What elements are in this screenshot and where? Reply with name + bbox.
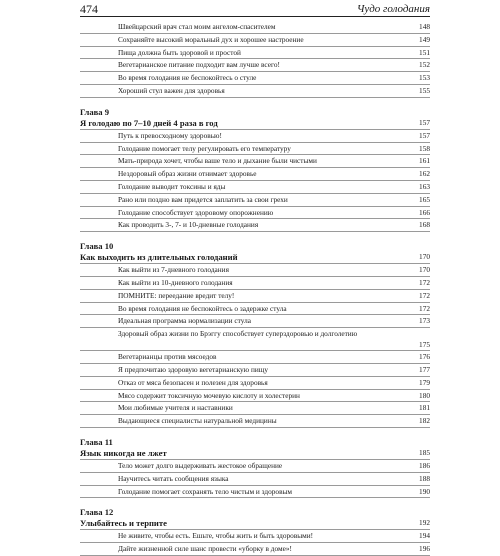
chapter-label: Глава 12 [80, 507, 114, 518]
toc-entry-title: Рано или поздно вам придется заплатить за свои грехи [118, 194, 288, 204]
chapter-title-row [80, 447, 430, 460]
chapter-page: 170 [419, 252, 430, 262]
toc-entry-title: Сохраняйте высокий моральный дух и хорошее настроение [118, 34, 304, 44]
toc-entry-page: 196 [419, 544, 430, 554]
chapter-section [80, 507, 430, 556]
chapter-title: Как выходить из длительных голоданий [80, 252, 238, 263]
toc-entry [80, 290, 430, 303]
chapter-section [80, 241, 430, 428]
toc-entry-page: 166 [419, 207, 430, 217]
toc-entry-title: Нездоровый образ жизни отнимает здоровье [118, 169, 257, 179]
toc-entry-page: 149 [419, 34, 430, 44]
intro-entries [80, 21, 430, 98]
toc-entry-title: Голодание способствует здоровому опорожнению [118, 207, 274, 217]
toc-entry-page: 194 [419, 531, 430, 541]
toc-entry-page: 176 [419, 352, 430, 362]
toc-entry-title: Вегетарианцы против мясоедов [118, 352, 217, 362]
toc-entry [80, 130, 430, 143]
toc-entry [80, 415, 430, 428]
chapter-page: 185 [419, 447, 430, 457]
toc-entry-page: 179 [419, 377, 430, 387]
toc-entry-page: 175 [419, 340, 430, 350]
toc-entry-page: 165 [419, 194, 430, 204]
chapter-label: Глава 9 [80, 106, 109, 117]
toc-entry [80, 168, 430, 181]
chapter-section [80, 107, 430, 232]
toc-entry-page: 172 [419, 290, 430, 300]
chapter-title-row [80, 251, 430, 264]
chapter-page: 192 [419, 518, 430, 528]
toc-entry [80, 207, 430, 220]
toc-entry [80, 277, 430, 290]
toc-entry-page: 153 [419, 73, 430, 83]
toc-entry-title: Во время голодания не беспокойтесь о стуле [118, 73, 257, 83]
toc-entry [80, 328, 430, 351]
toc-entry [80, 364, 430, 377]
chapter-title-row [80, 517, 430, 530]
toc-entry-page: 152 [419, 60, 430, 70]
toc-entry-title: Мать-природа хочет, чтобы ваше тело и дыхание были чистыми [118, 156, 317, 166]
chapter-label: Глава 11 [80, 436, 113, 447]
chapter-list [80, 107, 430, 556]
chapter-page: 157 [419, 117, 430, 127]
toc-entry-title: Дайте жизненной силе шанс провести «уборку в доме»! [118, 544, 292, 554]
toc-entry [80, 181, 430, 194]
toc-entry-title: Голодание помогает телу регулировать его температуру [118, 143, 291, 153]
toc-entry-page: 155 [419, 85, 430, 95]
running-title: Чудо голодания [356, 3, 430, 15]
toc-entry-page: 186 [419, 460, 430, 470]
toc-entry [80, 59, 430, 72]
toc-entry [80, 315, 430, 328]
toc-entry-title: Я предпочитаю здоровую вегетарианскую пищу [118, 364, 269, 374]
table-of-contents [80, 21, 430, 556]
toc-entry [80, 219, 430, 232]
toc-entry-page: 188 [419, 473, 430, 483]
toc-entry-title: Мои любимые учителя и наставники [118, 403, 233, 413]
toc-entry-page: 172 [419, 303, 430, 313]
toc-entry [80, 377, 430, 390]
toc-entry-page: 172 [419, 277, 430, 287]
toc-entry [80, 351, 430, 364]
toc-entry-page: 190 [419, 486, 430, 496]
toc-entry [80, 34, 430, 47]
toc-entry-title: Хороший стул важен для здоровья [118, 85, 225, 95]
toc-entry [80, 303, 430, 316]
page-number: 474 [80, 2, 98, 16]
chapter-title: Улыбайтесь и терпите [80, 518, 167, 529]
toc-entry-title: Выдающиеся специалисты натуральной медицины [118, 416, 277, 426]
toc-entry-title: Научитесь читать сообщения языка [118, 473, 229, 483]
toc-entry [80, 85, 430, 98]
toc-entry-title: Тело может долго выдерживать жестокое обращение [118, 460, 283, 470]
toc-entry-page: 173 [419, 316, 430, 326]
toc-entry [80, 72, 430, 85]
toc-entry [80, 543, 430, 556]
toc-entry-title: Не живите, чтобы есть. Ешьте, чтобы жить и быть здоровыми! [118, 531, 314, 541]
toc-entry-page: 151 [419, 47, 430, 57]
toc-entry [80, 47, 430, 60]
toc-entry [80, 530, 430, 543]
toc-entry-title: Швейцарский врач стал моим ангелом-спасителем [118, 22, 276, 31]
toc-entry [80, 390, 430, 403]
header-rule [80, 16, 430, 17]
toc-entry-page: 177 [419, 364, 430, 374]
toc-entry-title: Вегетарианское питание подходит вам лучше всего! [118, 60, 280, 70]
toc-entry-page: 161 [419, 156, 430, 166]
toc-entry-title: Как выйти из 7-дневного голодания [118, 265, 229, 275]
chapter-section [80, 437, 430, 498]
chapter-title-row [80, 117, 430, 130]
toc-entry-page: 148 [419, 22, 430, 31]
toc-entry-title: Во время голодания не беспокойтесь о задержке стула [118, 303, 287, 313]
toc-entry [80, 473, 430, 486]
toc-entry-title: Идеальная программа нормализации стула [118, 316, 251, 326]
toc-entry-page: 162 [419, 169, 430, 179]
toc-entry-title: Голодание выводит токсины и яды [118, 181, 226, 191]
chapter-label: Глава 10 [80, 241, 114, 252]
toc-entry-page: 170 [419, 265, 430, 275]
toc-entry-page: 158 [419, 143, 430, 153]
chapter-title: Язык никогда не лжет [80, 447, 167, 458]
toc-entry [80, 402, 430, 415]
toc-entry-page: 163 [419, 181, 430, 191]
toc-entry [80, 194, 430, 207]
toc-entry-title: Пища должна быть здоровой и простой [118, 47, 241, 57]
toc-entry-title: ПОМНИТЕ: переедание вредит телу! [118, 290, 235, 300]
toc-entry-title: Голодание помогает сохранять тело чистым и здоровым [118, 486, 293, 496]
toc-entry [80, 143, 430, 156]
toc-entry [80, 21, 430, 34]
toc-entry [80, 155, 430, 168]
toc-entry [80, 486, 430, 499]
toc-entry-title: Мясо содержит токсичную мочевую кислоту и холестерин [118, 390, 300, 400]
toc-entry-title: Как выйти из 10-дневного голодания [118, 277, 233, 287]
toc-entry-title: Как проводить 3-, 7- и 10-дневные голодания [118, 220, 259, 230]
toc-entry-title: Здоровый образ жизни по Брэггу способствует суперздоровью и долголетию [118, 329, 358, 339]
toc-entry-title: Отказ от мяса безопасен и полезен для здоровья [118, 377, 268, 387]
toc-entry-page: 168 [419, 220, 430, 230]
toc-entry-title: Путь к превосходному здоровью! [118, 130, 222, 140]
toc-entry-page: 181 [419, 403, 430, 413]
toc-entry-page: 157 [419, 130, 430, 140]
toc-entry [80, 264, 430, 277]
chapter-title: Я голодаю по 7–10 дней 4 раза в год [80, 117, 218, 128]
toc-entry [80, 460, 430, 473]
toc-entry-page: 182 [419, 416, 430, 426]
toc-entry-page: 180 [419, 390, 430, 400]
